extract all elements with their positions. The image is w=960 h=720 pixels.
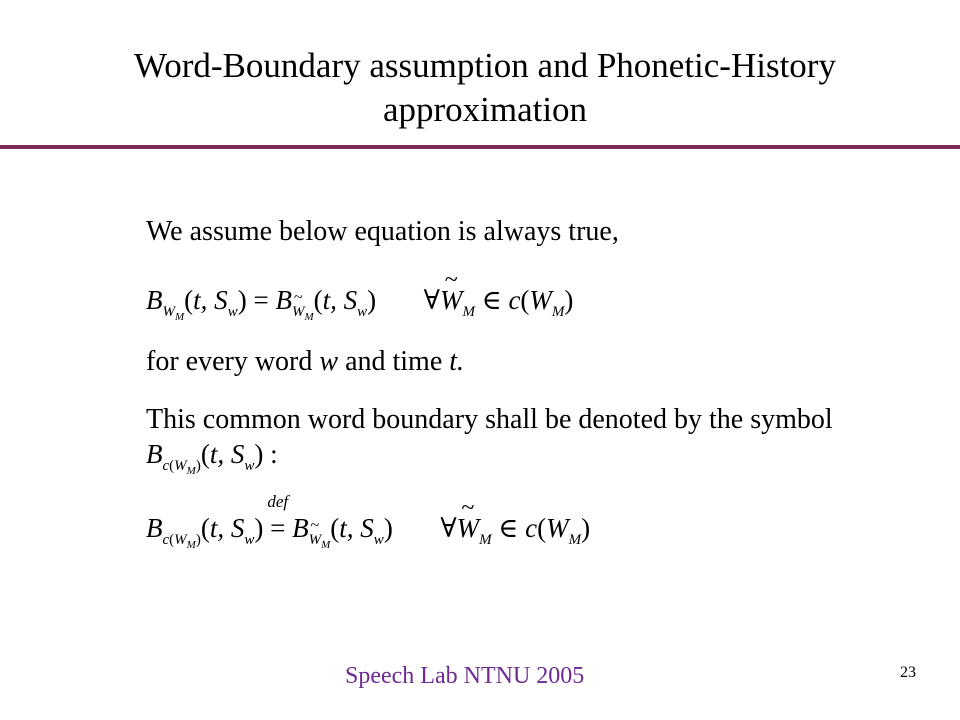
time-variable: t. [449, 346, 465, 377]
equation-1: $B_{W_M}(t$, $S_w) = B_{W_M}(t$, $S_w$) ∀~ $W_M$ ∈ $c(W_M)$ [146, 282, 573, 318]
slide-title [60, 44, 910, 132]
symbol-sentence: This common word boundary shall be denoted by the symbol [146, 404, 833, 435]
title-divider [0, 145, 960, 149]
equation-2: $B_{c(W_M)}(t$, $S_w$) def = $B_{W_M}(t$, $S_w$) ∀~ $W_M$ ∈ $c(W_M)$ [146, 510, 590, 546]
symbol-expression: $B_{c(W_M)}(t$, $S_w$) : [146, 439, 278, 477]
slide-title-line-1: Word-Boundary assumption and Phonetic-History [134, 46, 836, 85]
intro-text: We assume below equation is always true, [146, 216, 619, 247]
page-number: 23 [900, 664, 916, 681]
word-variable: w [319, 346, 339, 377]
footer-text: Speech Lab NTNU 2005 [345, 663, 585, 689]
for-every-text: for every word w and time t. [146, 346, 465, 377]
slide-title-line-2: approximation [382, 90, 588, 129]
def-equals: def = [267, 492, 289, 543]
